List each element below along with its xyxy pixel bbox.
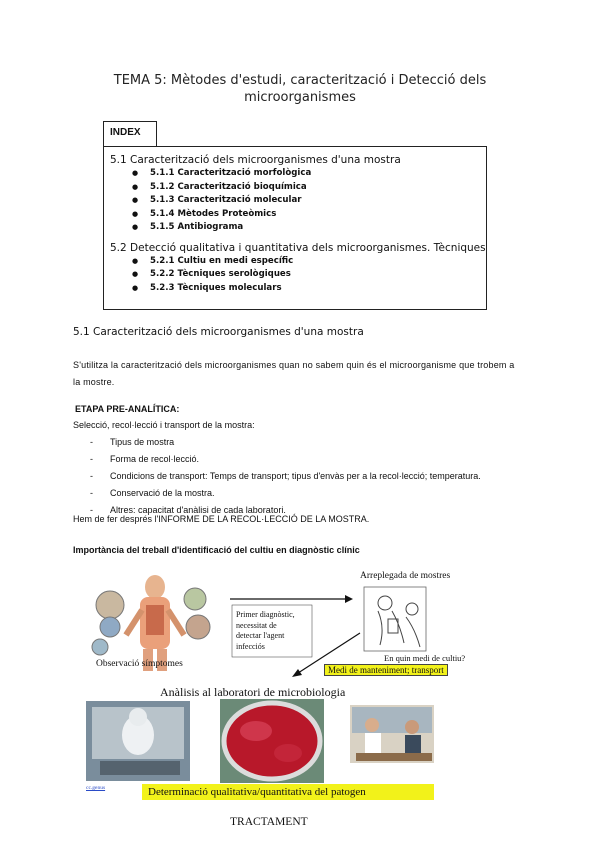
photo-caption: cc.genus <box>86 785 106 791</box>
index-section-heading: 5.2 Detecció qualitativa i quantitativa dels microorganismes. Tècniques <box>110 241 486 254</box>
index-item: ● 5.1.4 Mètodes Proteòmics <box>132 208 486 222</box>
index-item: ● 5.1.1 Caracterització morfològica <box>132 167 486 181</box>
selection-text: Selecció, recol·lecció i transport de la mostra: <box>73 420 255 430</box>
body-illustration <box>92 575 210 671</box>
list-item: - Tipus de mostra <box>90 434 481 451</box>
lab-photo-3 <box>350 705 434 763</box>
index-item: ● 5.2.2 Tècniques serològiques <box>132 268 486 282</box>
pre-analytic-list <box>90 434 481 519</box>
importance-heading: Importància del treball d'identificació del cultiu en diagnòstic clínic <box>73 545 360 555</box>
collection-illustration <box>364 587 426 651</box>
lab-photo-2 <box>220 699 324 783</box>
list-item: - Altres: capacitat d'anàlisi de cada laboratori. <box>90 502 481 519</box>
transport-label: Medi de manteniment; transport <box>324 664 448 676</box>
index-section-heading: 5.1 Caracterització dels microorganismes d'una mostra <box>110 154 401 166</box>
symptoms-label: Observació símptomes <box>96 659 183 669</box>
index-section-list <box>132 167 486 235</box>
treatment-label: TRACTAMENT <box>230 816 308 828</box>
clinical-workflow-diagram <box>60 565 540 845</box>
report-note: Hem de fer després l'INFORME DE LA RECOL·LECCIÓ DE LA MOSTRA. <box>73 514 370 524</box>
index-box <box>103 146 487 310</box>
intro-paragraph: S'utilitza la caracterització dels microorganismes quan no sabem quin és el microorganisme que trobem a la mostre. <box>73 360 515 387</box>
list-item: - Conservació de la mostra. <box>90 485 481 502</box>
list-item: - Condicions de transport: Temps de transport; tipus d'envàs per a la recol·lecció; temperatura. <box>90 468 481 485</box>
index-item: ● 5.1.2 Caracterització bioquímica <box>132 181 486 195</box>
index-item: ● 5.1.5 Antibiograma <box>132 221 486 235</box>
lab-photo-1 <box>86 701 190 781</box>
index-item: ● 5.1.3 Caracterització molecular <box>132 194 486 208</box>
index-tab: INDEX <box>103 121 157 147</box>
medium-question-label: En quin medi de cultiu? <box>384 653 466 663</box>
page-title: TEMA 5: Mètodes d'estudi, caracterització i Detecció dels microorganismes <box>113 73 487 105</box>
etapa-heading: ETAPA PRE-ANALÍTICA: <box>75 404 180 414</box>
diagram-graphics <box>60 565 540 845</box>
index-item: ● 5.2.3 Tècniques moleculars <box>132 282 486 296</box>
list-item: - Forma de recol·lecció. <box>90 451 481 468</box>
lab-analysis-title: Anàlisis al laboratori de microbiologia <box>160 685 346 699</box>
section-heading: 5.1 Caracterització dels microorganismes d'una mostra <box>73 326 364 338</box>
index-item: ● 5.2.1 Cultiu en medi específic <box>132 255 486 269</box>
first-diagnosis-label: Primer diagnòstic, necessitat de detectar l'agent infecciós <box>236 610 295 651</box>
determination-label: Determinació qualitativa/quantitativa del patogen <box>142 784 434 800</box>
collection-label: Arreplegada de mostres <box>360 571 451 581</box>
index-section-list <box>132 255 486 296</box>
